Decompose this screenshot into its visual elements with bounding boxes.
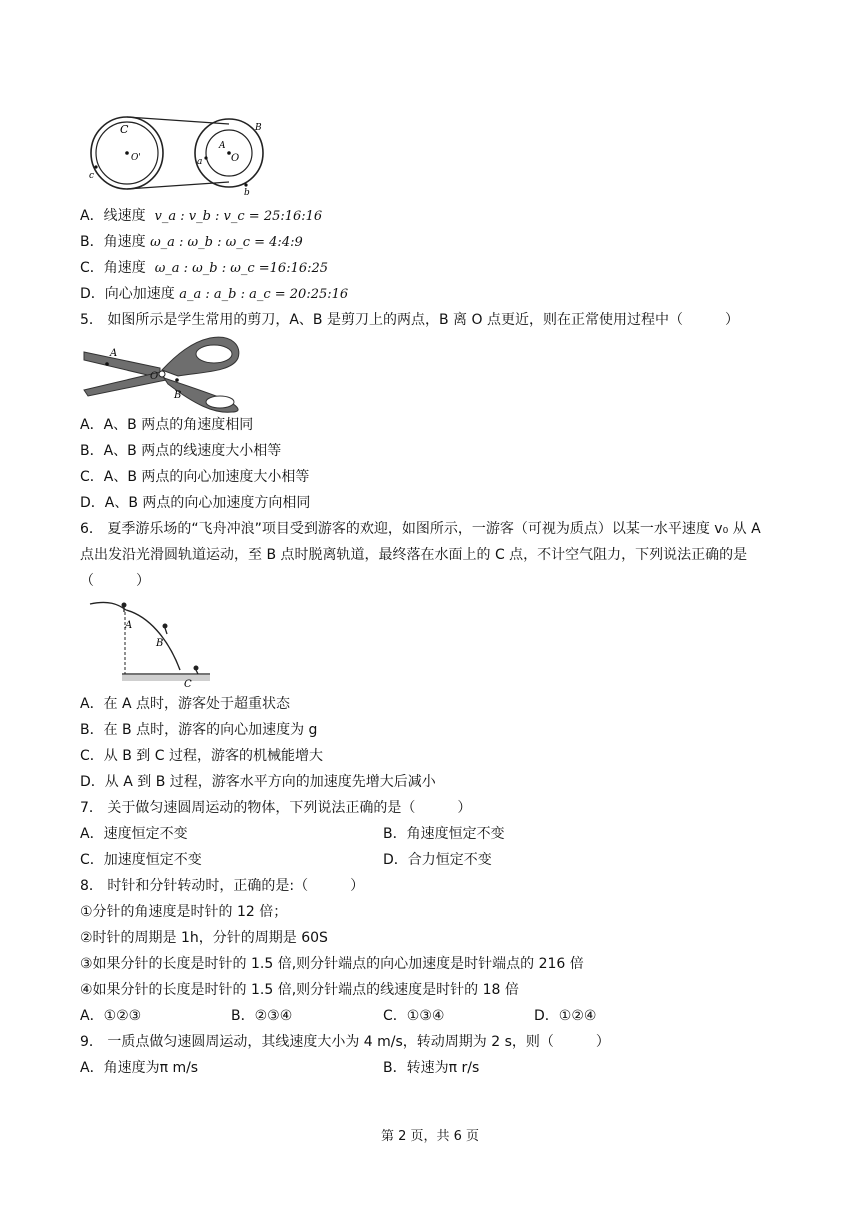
q5-stem: 5． 如图所示是学生常用的剪刀，A、B 是剪刀上的两点，B 离 O 点更近，则在正常使用过程中（ ） — [80, 312, 739, 328]
water-slide-figure — [88, 598, 212, 688]
q4-option-a: A．线速度 v_a : v_b : v_c = 25:16:16 — [80, 208, 323, 224]
fig-label: B — [255, 123, 262, 133]
q6-option-d: D．从 A 到 B 过程，游客水平方向的加速度先增大后减小 — [80, 774, 436, 790]
q6-option-c: C．从 B 到 C 过程，游客的机械能增大 — [80, 748, 323, 764]
fig-label: b — [244, 188, 250, 196]
q7-option-b: B．角速度恒定不变 — [383, 826, 505, 842]
fig-label: O — [231, 153, 240, 164]
fig-label: O — [150, 371, 159, 382]
q8-stem: 8． 时针和分针转动时，正确的是:（ ） — [80, 878, 365, 894]
q8-option-c: C．①③④ — [383, 1008, 445, 1024]
q6-stem-line2: 点出发沿光滑圆轨道运动，至 B 点时脱离轨道，最终落在水面上的 C 点，不计空气阻力，下列说法正确的是 — [80, 547, 748, 563]
fig-label: O' — [131, 153, 141, 163]
q6-option-b: B．在 B 点时，游客的向心加速度为 g — [80, 722, 318, 738]
q4-option-d-formula: a_a : a_b : a_c = 20:25:16 — [179, 287, 349, 302]
q4-option-b-formula: ω_a : ω_b : ω_c = 4:4:9 — [150, 235, 303, 250]
q9-stem: 9． 一质点做匀速圆周运动，其线速度大小为 4 m/s，转动周期为 2 s，则（ ） — [80, 1034, 610, 1050]
q5-option-b: B．A、B 两点的线速度大小相等 — [80, 443, 282, 459]
fig-label: a — [197, 157, 203, 167]
fig-label: C — [120, 123, 129, 136]
q8-option-b: B．②③④ — [231, 1008, 293, 1024]
q5-option-d: D．A、B 两点的向心加速度方向相同 — [80, 495, 311, 511]
q8-statement-1: ①分针的角速度是时针的 12 倍； — [80, 904, 288, 920]
q8-option-a: A．①②③ — [80, 1008, 142, 1024]
fig-label: C — [184, 679, 192, 688]
q7-option-a: A．速度恒定不变 — [80, 826, 188, 842]
q9-option-a: A．角速度为π m/s — [80, 1060, 199, 1076]
q4-option-c: C．角速度 ω_a : ω_b : ω_c =16:16:25 — [80, 260, 329, 276]
q8-statement-2: ②时针的周期是 1h，分针的周期是 60S — [80, 930, 328, 946]
pulley-figure — [86, 104, 272, 196]
fig-label: c — [89, 171, 95, 181]
fig-label: A — [219, 141, 226, 151]
q7-option-d: D．合力恒定不变 — [383, 852, 492, 868]
q7-option-c: C．加速度恒定不变 — [80, 852, 202, 868]
q4-option-d: D．向心加速度 a_a : a_b : a_c = 20:25:16 — [80, 286, 349, 302]
q4-option-a-formula: v_a : v_b : v_c = 25:16:16 — [154, 209, 323, 224]
q6-stem-line3: （ ） — [80, 573, 150, 589]
q5-option-a: A．A、B 两点的角速度相同 — [80, 417, 254, 433]
page-footer: 第 2 页，共 6 页 — [380, 1129, 480, 1144]
fig-label: A — [125, 620, 133, 631]
q4-option-c-formula: ω_a : ω_b : ω_c =16:16:25 — [154, 261, 329, 276]
q7-stem: 7． 关于做匀速圆周运动的物体，下列说法正确的是（ ） — [80, 800, 472, 816]
q5-option-c: C．A、B 两点的向心加速度大小相等 — [80, 469, 310, 485]
q4-option-b: B．角速度 ω_a : ω_b : ω_c = 4:4:9 — [80, 234, 303, 250]
fig-label: A — [110, 348, 118, 359]
fig-label: B — [174, 390, 182, 401]
q6-stem-line1: 6． 夏季游乐场的“飞舟冲浪”项目受到游客的欢迎，如图所示，一游客（可视为质点）以某一水平速度 v₀ 从 A — [80, 521, 761, 537]
scissors-figure — [82, 334, 244, 414]
fig-label: B — [156, 638, 164, 649]
q8-statement-4: ④如果分针的长度是时针的 1.5 倍,则分针端点的线速度是时针的 18 倍 — [80, 982, 519, 998]
q9-option-b: B．转速为π r/s — [383, 1060, 480, 1076]
q8-option-d: D．①②④ — [534, 1008, 597, 1024]
q6-option-a: A．在 A 点时，游客处于超重状态 — [80, 696, 291, 712]
q8-statement-3: ③如果分针的长度是时针的 1.5 倍,则分针端点的向心加速度是时针端点的 216 倍 — [80, 956, 584, 972]
